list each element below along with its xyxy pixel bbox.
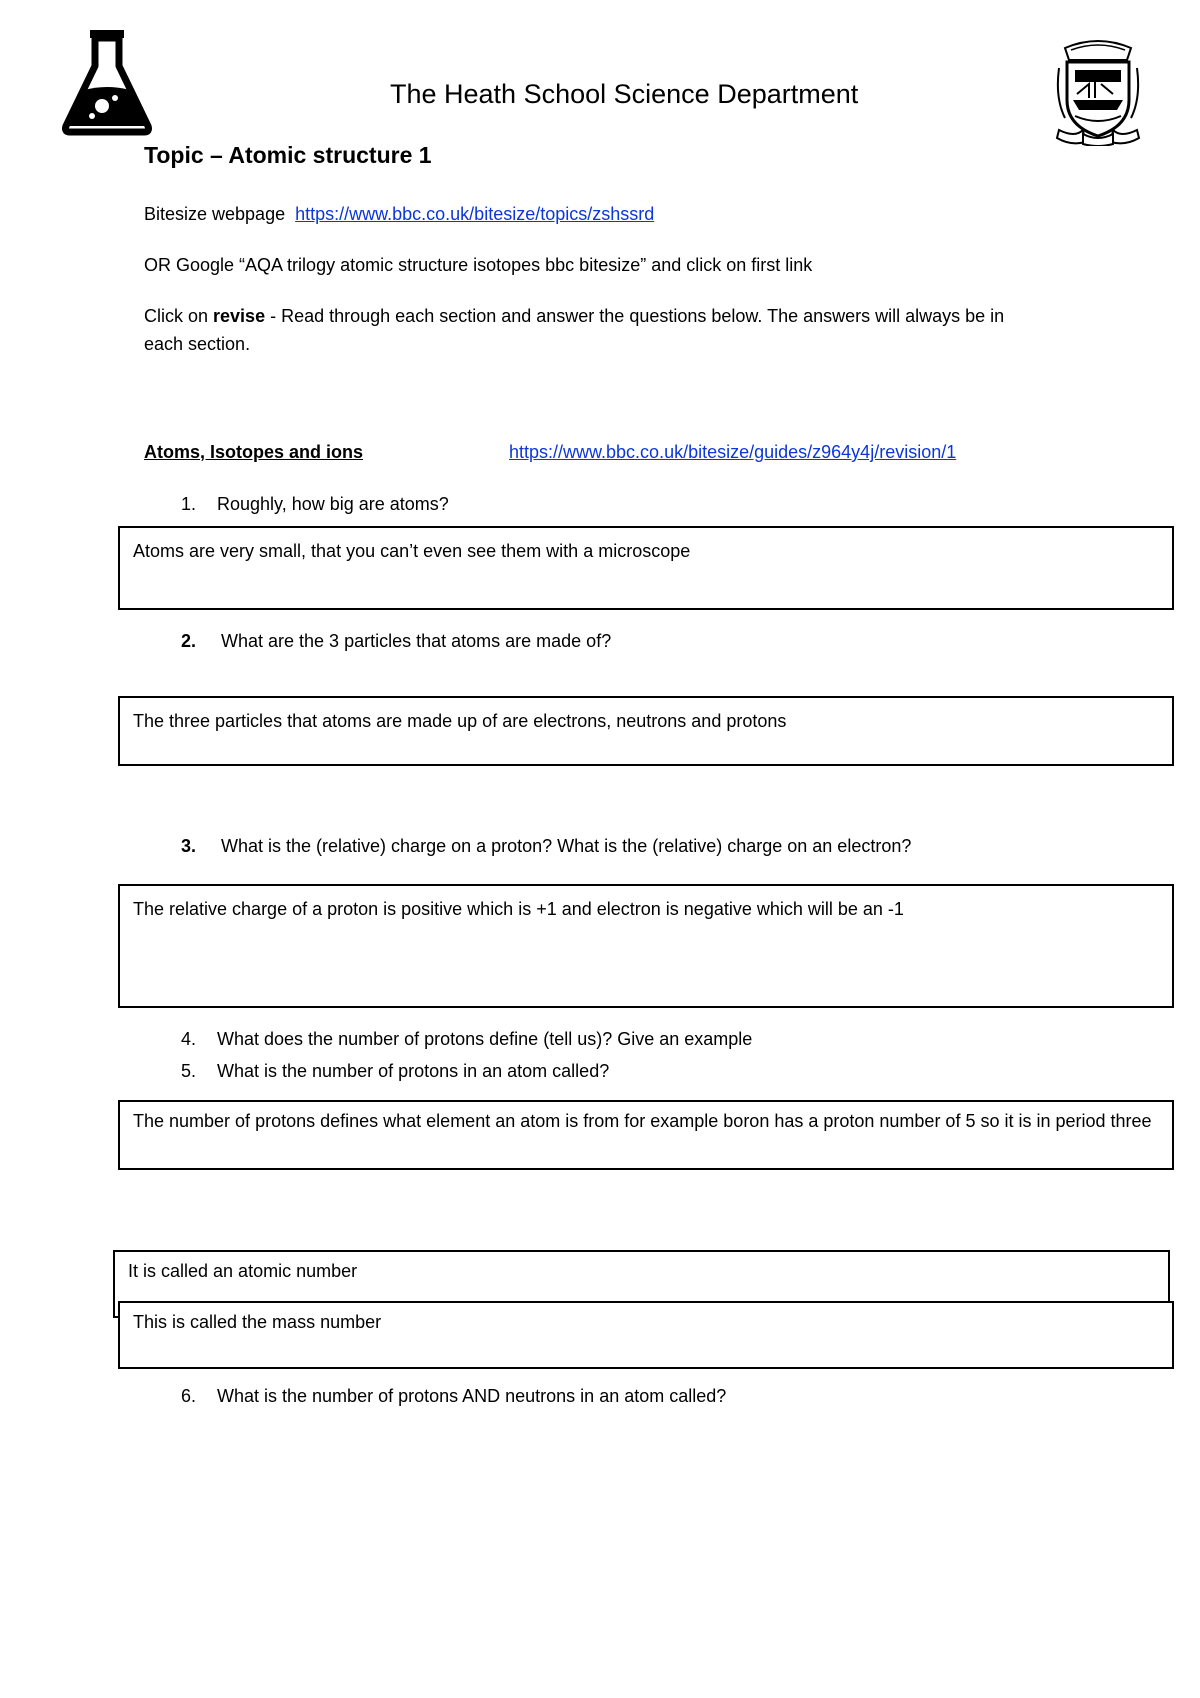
topic-heading: Topic – Atomic structure 1 bbox=[144, 142, 432, 168]
question-1: 1. Roughly, how big are atoms? bbox=[181, 494, 449, 514]
page-title: The Heath School Science Department bbox=[390, 79, 859, 109]
answer-box-5[interactable]: It is called an atomic number bbox=[113, 1250, 1170, 1318]
bitesize-label: Bitesize webpage bbox=[144, 204, 286, 224]
section-heading: Atoms, Isotopes and ions bbox=[144, 442, 364, 462]
question-2: 2. What are the 3 particles that atoms are made of? bbox=[181, 631, 612, 651]
answer-box-2[interactable]: The three particles that atoms are made up of are electrons, neutrons and protons bbox=[118, 696, 1174, 766]
bitesize-line bbox=[144, 202, 654, 226]
answer-box-1[interactable]: Atoms are very small, that you can’t even see them with a microscope bbox=[118, 526, 1174, 610]
question-3: 3. What is the (relative) charge on a proton? What is the (relative) charge on an electron? bbox=[181, 836, 912, 856]
google-instruction: OR Google “AQA trilogy atomic structure isotopes bbc bitesize” and click on first link bbox=[144, 255, 813, 275]
conical-flask-icon bbox=[62, 28, 152, 136]
answer-box-4[interactable]: The number of protons defines what element an atom is from for example boron has a proton number of 5 so it is in period three bbox=[118, 1100, 1174, 1170]
answer-box-6[interactable]: This is called the mass number bbox=[118, 1301, 1174, 1369]
question-4: 4. What does the number of protons define (tell us)? Give an example bbox=[181, 1029, 753, 1049]
section-revision-link[interactable]: https://www.bbc.co.uk/bitesize/guides/z964y4j/revision/1 bbox=[509, 442, 957, 462]
revise-instruction: Click on revise - Read through each section and answer the questions below. The answers will always be in bbox=[144, 306, 1005, 326]
school-crest-icon bbox=[1055, 38, 1141, 146]
bitesize-topic-link[interactable]: https://www.bbc.co.uk/bitesize/topics/zshssrd bbox=[295, 204, 655, 224]
revise-keyword: revise bbox=[213, 306, 266, 326]
question-6: 6. What is the number of protons AND neutrons in an atom called? bbox=[181, 1386, 727, 1406]
question-5: 5. What is the number of protons in an atom called? bbox=[181, 1061, 610, 1081]
revise-instruction-cont: each section. bbox=[144, 334, 251, 354]
answer-box-3[interactable]: The relative charge of a proton is positive which is +1 and electron is negative which will be an -1 bbox=[118, 884, 1174, 1008]
